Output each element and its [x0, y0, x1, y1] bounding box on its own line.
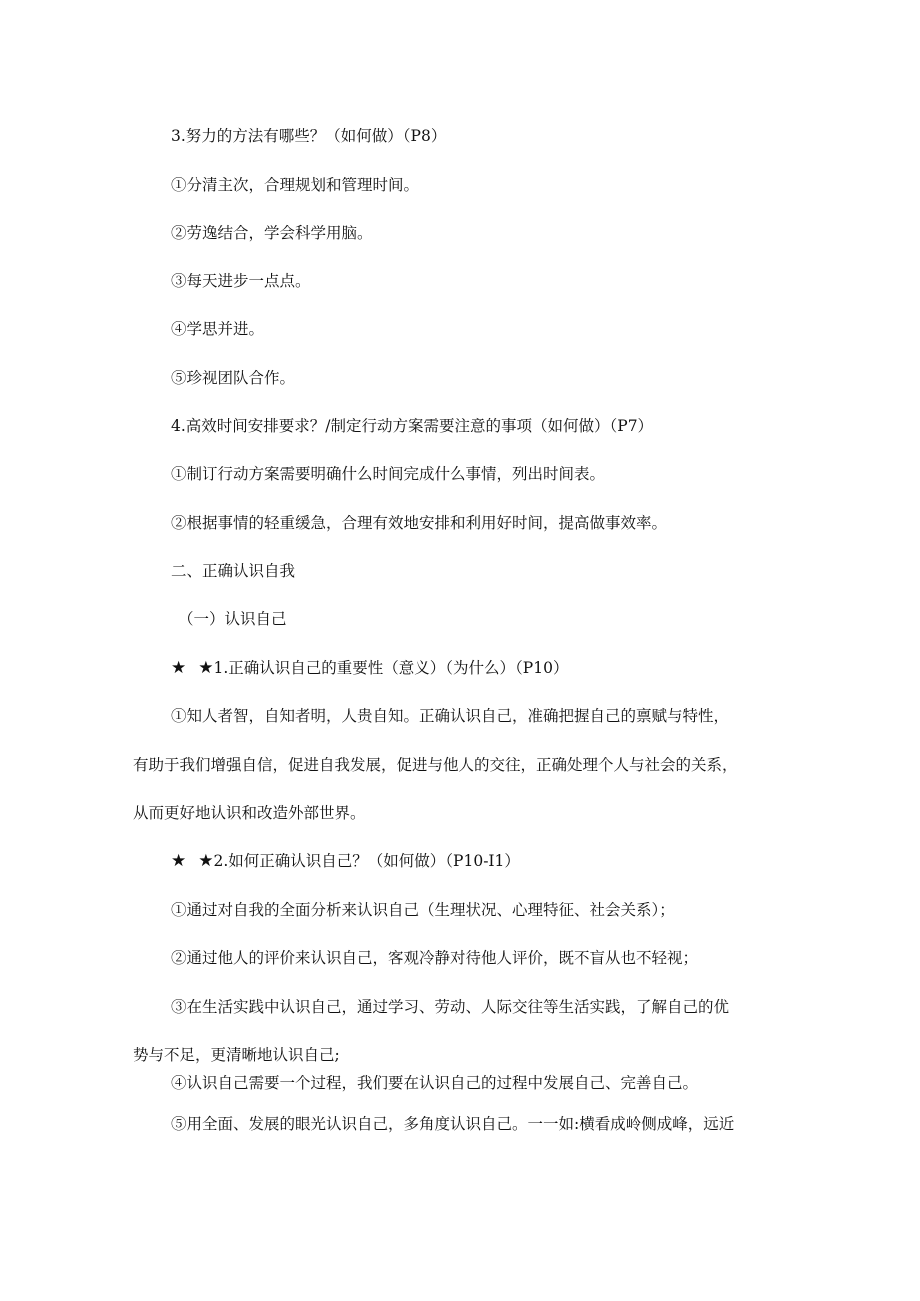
q2-item-3-line-2: 势与不足，更清晰地认识自己; [133, 1046, 340, 1064]
q2-item-5: ⑤用全面、发展的眼光认识自己，多角度认识自己。一一如:横看成岭侧成峰，远近 [171, 1115, 735, 1133]
q1-heading-row [171, 658, 568, 678]
q4-item-1: ①制订行动方案需要明确什么时间完成什么事情，列出时间表。 [171, 465, 606, 483]
q2-heading-row [171, 851, 520, 871]
q1-heading: 1.正确认识自己的重要性（意义）（为什么）（P10） [213, 659, 569, 677]
q3-item-3: ③每天进步一点点。 [171, 272, 311, 290]
star-icon: ★ [198, 658, 214, 678]
q3-item-5: ⑤珍视团队合作。 [171, 369, 296, 387]
q2-item-2: ②通过他人的评价来认识自己，客观冷静对待他人评价，既不盲从也不轻视； [171, 949, 699, 967]
q2-item-1: ①通过对自我的全面分析来认识自己（生理状况、心理特征、社会关系）； [171, 901, 675, 919]
q1-paragraph-line-2: 有助于我们增强自信，促进自我发展，促进与他人的交往，正确处理个人与社会的关系， [133, 756, 738, 774]
star-icon: ★ [198, 851, 214, 871]
q2-item-4: ④认识自己需要一个过程，我们要在认识自己的过程中发展自己、完善自己。 [171, 1074, 699, 1092]
section-title: 二、正确认识自我 [171, 562, 296, 580]
q3-item-4: ④学思并进。 [171, 320, 265, 338]
q4-item-2: ②根据事情的轻重缓急，合理有效地安排和利用好时间，提高做事效率。 [171, 514, 668, 532]
q3-item-2: ②劳逸结合，学会科学用脑。 [171, 224, 373, 242]
star-icon: ★ [171, 851, 187, 871]
q3-item-1: ①分清主次，合理规划和管理时间。 [171, 176, 420, 194]
q2-heading: 2.如何正确认识自己？（如何做）（P10-I1） [213, 852, 520, 870]
q2-item-3-line-1: ③在生活实践中认识自己，通过学习、劳动、人际交往等生活实践，了解自己的优 [171, 998, 730, 1016]
q3-heading: 3.努力的方法有哪些？（如何做）（P8） [171, 127, 447, 145]
subsection-title: （一）认识自己 [178, 610, 287, 628]
q1-paragraph-line-1: ①知人者智，自知者明，人贵自知。正确认识自己，准确把握自己的禀赋与特性， [171, 707, 730, 725]
q1-paragraph-line-3: 从而更好地认识和改造外部世界。 [133, 804, 366, 822]
q4-heading: 4.高效时间安排要求？/制定行动方案需要注意的事项（如何做）（P7） [171, 417, 654, 435]
star-icon: ★ [171, 658, 187, 678]
